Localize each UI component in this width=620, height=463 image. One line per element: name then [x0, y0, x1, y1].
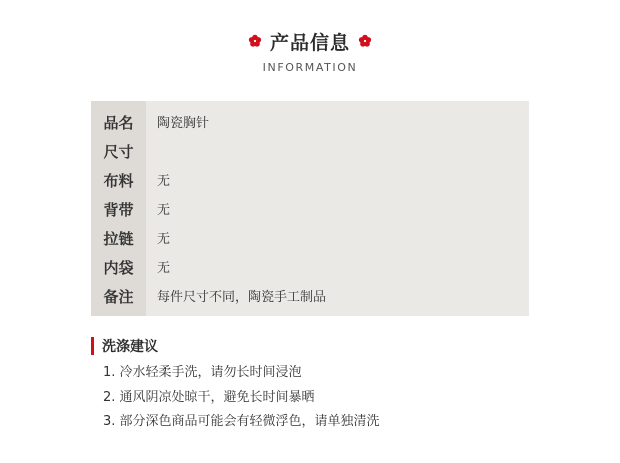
label-column — [91, 101, 146, 316]
page-subtitle: INFORMATION — [262, 61, 358, 74]
row-value: 无 — [157, 174, 171, 189]
info-table — [91, 101, 529, 316]
row-label: 备注 — [103, 288, 134, 306]
title-row — [0, 26, 620, 56]
row-label: 内袋 — [103, 259, 134, 277]
row-value: 陶瓷胸针 — [157, 116, 210, 131]
row-value: 每件尺寸不同，陶瓷手工制品 — [157, 290, 327, 305]
care-section — [91, 336, 531, 435]
row-value: 无 — [157, 203, 171, 218]
row-label: 品名 — [103, 114, 134, 132]
row-label: 布料 — [103, 172, 134, 190]
row-value: 无 — [157, 261, 171, 276]
care-title: 洗涤建议 — [102, 339, 158, 355]
accent-bar — [91, 337, 94, 355]
section-header — [0, 26, 620, 74]
row-label: 背带 — [103, 201, 134, 219]
row-label: 尺寸 — [103, 143, 134, 161]
flower-icon-right — [358, 34, 372, 48]
care-list-item: 3. 部分深色商品可能会有轻微浮色，请单独清洗 — [103, 414, 380, 429]
row-label: 拉链 — [103, 230, 134, 248]
care-list-item: 1. 冷水轻柔手洗，请勿长时间浸泡 — [103, 365, 302, 380]
value-column — [146, 101, 529, 316]
care-list — [91, 361, 531, 435]
care-title-row — [91, 336, 531, 356]
page-title: 产品信息 — [269, 31, 350, 54]
row-value: 无 — [157, 232, 171, 247]
row-value — [146, 138, 529, 167]
flower-icon-left — [248, 34, 262, 48]
care-list-item: 2. 通风阴凉处晾干，避免长时间暴晒 — [103, 389, 315, 405]
